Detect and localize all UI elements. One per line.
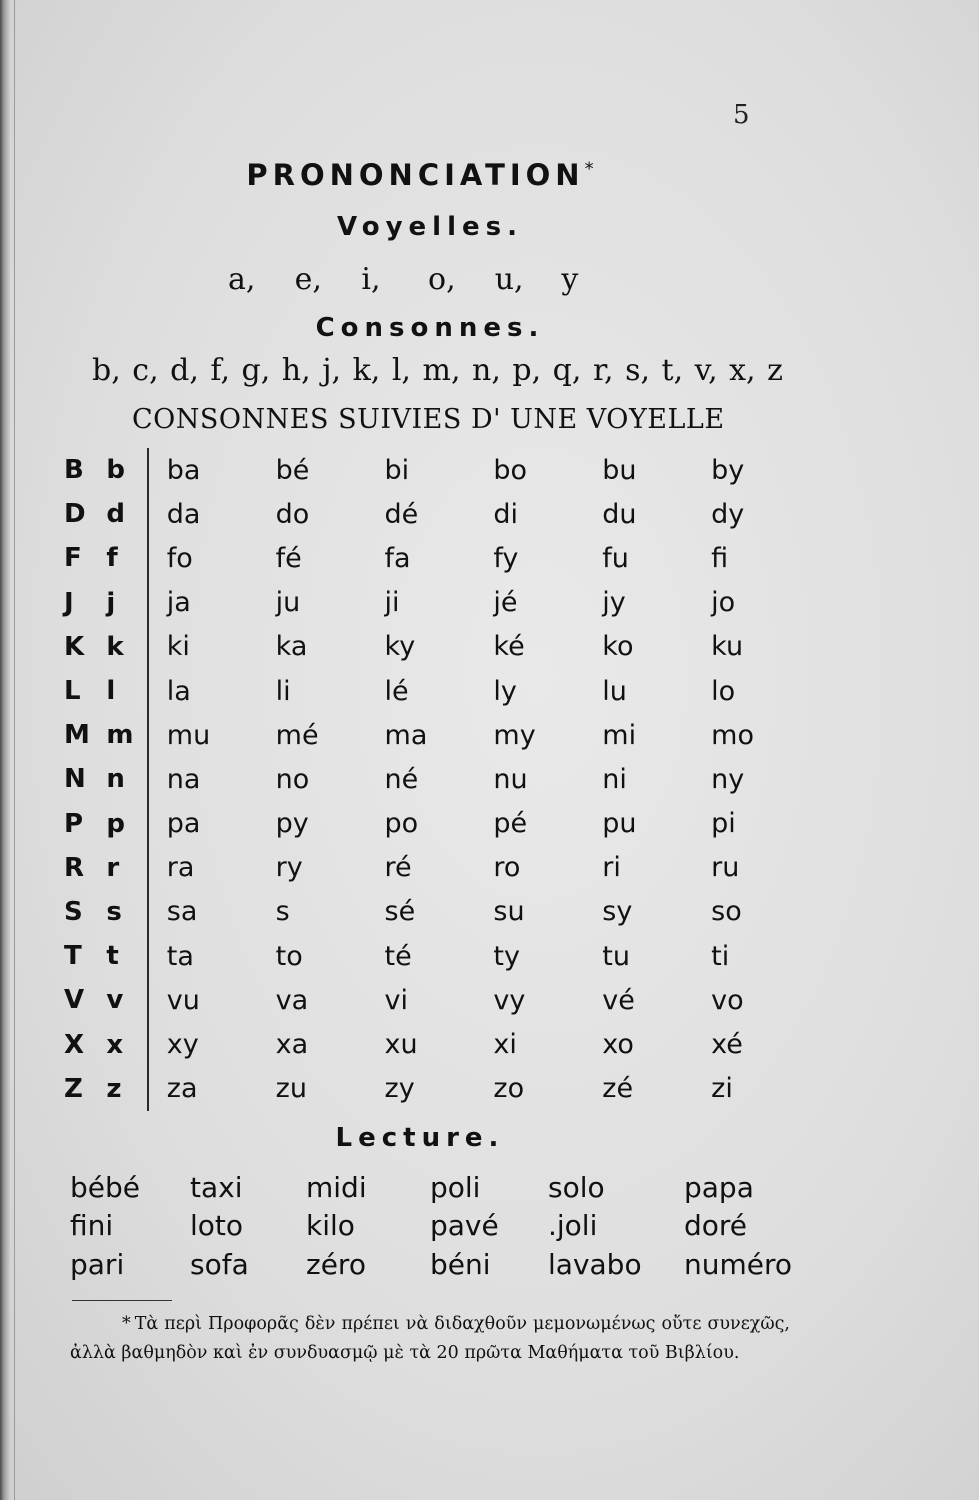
table-row bbox=[60, 757, 820, 801]
reading-word: kilo bbox=[306, 1209, 355, 1243]
table-row bbox=[60, 1022, 820, 1066]
reading-word: midi bbox=[306, 1170, 367, 1204]
column-divider bbox=[147, 536, 149, 580]
syllable-cell: dé bbox=[384, 498, 419, 530]
column-divider bbox=[147, 492, 149, 536]
syllable-table bbox=[60, 448, 820, 1111]
lowercase-letter: t bbox=[106, 941, 119, 972]
column-divider bbox=[147, 757, 149, 801]
syllable-cell: zé bbox=[602, 1073, 634, 1105]
syllable-cell: ji bbox=[384, 587, 400, 619]
consonant-list: b, c, d, f, g, h, j, k, l, m, n, p, q, r, s, t, v, x, z bbox=[92, 353, 783, 388]
syllable-cell: ta bbox=[166, 940, 194, 972]
footnote-text: Τὰ περὶ Προφορᾶς δὲν πρέπει νὰ διδαχθοῦν μεμονωμένως οὔτε συνεχῶς, ἀλλὰ βαθμηδὸν καὶ ἐν συνδυασμῷ μὲ τὰ 20 πρῶτα Μαθήματα τοῦ Βιβλίου. bbox=[70, 1314, 790, 1363]
uppercase-letter: B bbox=[64, 455, 84, 486]
uppercase-letter: R bbox=[64, 852, 85, 883]
syllable-cell: mé bbox=[275, 719, 319, 751]
syllable-cell: vi bbox=[384, 984, 409, 1016]
syllable-cell: no bbox=[275, 763, 310, 795]
uppercase-letter: L bbox=[64, 676, 81, 707]
syllable-cell: zu bbox=[275, 1073, 307, 1105]
syllable-cell: xu bbox=[384, 1029, 418, 1061]
syllable-cell: ma bbox=[384, 719, 428, 751]
syllable-cell: do bbox=[275, 498, 310, 530]
table-row bbox=[60, 492, 820, 536]
syllable-cell: fi bbox=[711, 542, 729, 574]
syllable-cell: mo bbox=[711, 719, 754, 751]
syllable-cell: nu bbox=[493, 763, 528, 795]
syllable-cell: su bbox=[493, 896, 525, 928]
vowel-letter: e, bbox=[294, 262, 322, 297]
uppercase-letter: Z bbox=[64, 1073, 83, 1104]
column-divider bbox=[147, 581, 149, 625]
syllable-cell: dy bbox=[711, 498, 745, 530]
syllable-cell: da bbox=[166, 498, 201, 530]
title-footnote-marker: * bbox=[584, 158, 594, 180]
syllable-cell: fa bbox=[384, 542, 411, 574]
syllable-cell: ké bbox=[493, 631, 525, 663]
syllable-cell: bi bbox=[384, 454, 410, 486]
reading-word: .joli bbox=[548, 1209, 598, 1243]
uppercase-letter: M bbox=[64, 720, 90, 751]
syllable-cell: vo bbox=[711, 984, 744, 1016]
reading-word: loto bbox=[190, 1209, 244, 1243]
vowel-letter: a, bbox=[228, 262, 256, 297]
syllable-cell: né bbox=[384, 763, 419, 795]
column-divider bbox=[147, 934, 149, 978]
syllable-cell: ja bbox=[166, 587, 191, 619]
uppercase-letter: T bbox=[64, 941, 82, 972]
syllable-cell: di bbox=[493, 498, 519, 530]
lowercase-letter: m bbox=[106, 720, 134, 751]
reading-table bbox=[70, 1168, 830, 1284]
syllable-cell: ru bbox=[711, 852, 740, 884]
syllable-cell: jo bbox=[711, 587, 736, 619]
syllable-cell: lu bbox=[602, 675, 627, 707]
syllable-cell: fy bbox=[493, 542, 519, 574]
syllable-cell: pi bbox=[711, 808, 736, 840]
syllable-cell: ly bbox=[493, 675, 517, 707]
syllable-cell: ny bbox=[711, 763, 745, 795]
reading-word: sofa bbox=[190, 1247, 249, 1281]
syllable-cell: du bbox=[602, 498, 637, 530]
reading-word: pari bbox=[70, 1247, 125, 1281]
table-row bbox=[60, 890, 820, 934]
vowel-letter: u, bbox=[494, 262, 524, 297]
syllable-cell: sa bbox=[166, 896, 198, 928]
syllable-cell: ka bbox=[275, 631, 308, 663]
lowercase-letter: b bbox=[106, 455, 126, 486]
table-row bbox=[60, 625, 820, 669]
column-divider bbox=[147, 846, 149, 890]
syllable-cell: lo bbox=[711, 675, 736, 707]
syllable-cell: to bbox=[275, 940, 303, 972]
column-divider bbox=[147, 890, 149, 934]
lowercase-letter: j bbox=[106, 587, 116, 618]
reading-word: lavabo bbox=[548, 1247, 642, 1281]
reading-word: poli bbox=[430, 1170, 481, 1204]
syllable-cell: mu bbox=[166, 719, 211, 751]
footnote-rule bbox=[72, 1300, 172, 1301]
column-divider bbox=[147, 978, 149, 1022]
lowercase-letter: v bbox=[106, 985, 124, 1016]
syllable-cell: xi bbox=[493, 1029, 517, 1061]
syllable-cell: s bbox=[275, 896, 290, 928]
syllable-cell: ré bbox=[384, 852, 412, 884]
syllable-cell: bu bbox=[602, 454, 637, 486]
reading-word: numéro bbox=[684, 1247, 793, 1281]
reading-word: doré bbox=[684, 1209, 748, 1243]
syllable-cell: la bbox=[166, 675, 191, 707]
uppercase-letter: N bbox=[64, 764, 86, 795]
lowercase-letter: d bbox=[106, 499, 126, 530]
syllable-cell: by bbox=[711, 454, 745, 486]
uppercase-letter: D bbox=[64, 499, 86, 530]
vowel-letter: i, bbox=[361, 262, 381, 297]
syllable-cell: ri bbox=[602, 852, 621, 884]
table-row bbox=[60, 846, 820, 890]
syllable-cell: té bbox=[384, 940, 412, 972]
lecture-heading: Lecture. bbox=[335, 1123, 505, 1153]
uppercase-letter: S bbox=[64, 896, 83, 927]
lowercase-letter: s bbox=[106, 896, 122, 927]
syllable-cell: pa bbox=[166, 808, 201, 840]
syllable-cell: xa bbox=[275, 1029, 309, 1061]
reading-row bbox=[70, 1245, 830, 1284]
syllable-cell: pé bbox=[493, 808, 528, 840]
column-divider bbox=[147, 713, 149, 757]
uppercase-letter: P bbox=[64, 808, 84, 839]
syllable-cell: pu bbox=[602, 808, 637, 840]
uppercase-letter: X bbox=[64, 1029, 85, 1060]
page-binding-shadow bbox=[0, 0, 10, 1500]
vowels-heading: Voyelles. bbox=[337, 212, 523, 242]
syllable-cell: li bbox=[275, 675, 291, 707]
reading-word: zéro bbox=[306, 1247, 366, 1281]
page-title bbox=[0, 158, 840, 192]
column-divider bbox=[147, 625, 149, 669]
consonants-heading: Consonnes. bbox=[315, 313, 545, 343]
syllable-cell: xy bbox=[166, 1029, 199, 1061]
syllable-cell: ro bbox=[493, 852, 521, 884]
syllable-cell: ty bbox=[493, 940, 520, 972]
footnote-marker: * bbox=[122, 1314, 131, 1334]
syllable-cell: ku bbox=[711, 631, 744, 663]
column-divider bbox=[147, 802, 149, 846]
column-divider bbox=[147, 669, 149, 713]
reading-word: solo bbox=[548, 1170, 605, 1204]
syllable-cell: ba bbox=[166, 454, 201, 486]
lowercase-letter: l bbox=[106, 676, 116, 707]
syllable-cell: zi bbox=[711, 1073, 733, 1105]
syllable-cell: bo bbox=[493, 454, 528, 486]
table-row bbox=[60, 713, 820, 757]
syllable-cell: zy bbox=[384, 1073, 415, 1105]
title-text: PRONONCIATION bbox=[246, 158, 585, 192]
syllable-cell: ko bbox=[602, 631, 634, 663]
syllable-cell: xo bbox=[602, 1029, 634, 1061]
lowercase-letter: n bbox=[106, 764, 125, 795]
column-divider bbox=[147, 1022, 149, 1066]
column-divider bbox=[147, 1067, 149, 1111]
syllable-cell: xé bbox=[711, 1029, 743, 1061]
uppercase-letter: V bbox=[64, 985, 85, 1016]
syllable-cell: po bbox=[384, 808, 419, 840]
syllable-cell: jé bbox=[493, 587, 518, 619]
uppercase-letter: F bbox=[64, 543, 82, 574]
vowel-list bbox=[228, 262, 628, 297]
syllable-cell: zo bbox=[493, 1073, 525, 1105]
lowercase-letter: r bbox=[106, 852, 120, 883]
syllable-cell: va bbox=[275, 984, 309, 1016]
reading-word: taxi bbox=[190, 1170, 243, 1204]
table-row bbox=[60, 536, 820, 580]
syllable-cell: lé bbox=[384, 675, 409, 707]
vowel-letter: y bbox=[561, 262, 579, 297]
syllable-cell: bé bbox=[275, 454, 310, 486]
syllables-heading: CONSONNES SUIVIES D' UNE VOYELLE bbox=[132, 404, 725, 435]
column-divider bbox=[147, 448, 149, 492]
syllable-cell: mi bbox=[602, 719, 637, 751]
table-row bbox=[60, 934, 820, 978]
syllable-cell: ti bbox=[711, 940, 730, 972]
table-row bbox=[60, 802, 820, 846]
syllable-cell: tu bbox=[602, 940, 630, 972]
syllable-cell: ry bbox=[275, 852, 303, 884]
reading-word: papa bbox=[684, 1170, 754, 1204]
syllable-cell: fo bbox=[166, 542, 193, 574]
syllable-cell: fé bbox=[275, 542, 302, 574]
lowercase-letter: z bbox=[106, 1073, 122, 1104]
footnote bbox=[70, 1310, 790, 1368]
reading-row bbox=[70, 1207, 830, 1246]
syllable-cell: py bbox=[275, 808, 309, 840]
syllable-cell: sy bbox=[602, 896, 633, 928]
lowercase-letter: p bbox=[106, 808, 126, 839]
syllable-cell: vé bbox=[602, 984, 635, 1016]
syllable-cell: za bbox=[166, 1073, 198, 1105]
reading-word: bébé bbox=[70, 1170, 140, 1204]
syllable-cell: vu bbox=[166, 984, 200, 1016]
uppercase-letter: J bbox=[64, 587, 74, 618]
table-row bbox=[60, 448, 820, 492]
lowercase-letter: f bbox=[106, 543, 118, 574]
lowercase-letter: k bbox=[106, 631, 124, 662]
reading-word: béni bbox=[430, 1247, 491, 1281]
table-row bbox=[60, 581, 820, 625]
reading-row bbox=[70, 1168, 830, 1207]
syllable-cell: ju bbox=[275, 587, 301, 619]
syllable-cell: so bbox=[711, 896, 742, 928]
table-row bbox=[60, 1067, 820, 1111]
lowercase-letter: x bbox=[106, 1029, 124, 1060]
reading-word: pavé bbox=[430, 1209, 499, 1243]
syllable-cell: jy bbox=[602, 587, 626, 619]
syllable-cell: ki bbox=[166, 631, 190, 663]
syllable-cell: my bbox=[493, 719, 536, 751]
table-row bbox=[60, 669, 820, 713]
reading-word: fini bbox=[70, 1209, 114, 1243]
syllable-cell: vy bbox=[493, 984, 526, 1016]
syllable-cell: ni bbox=[602, 763, 627, 795]
syllable-cell: ra bbox=[166, 852, 195, 884]
vowel-letter: o, bbox=[428, 262, 456, 297]
table-row bbox=[60, 978, 820, 1022]
uppercase-letter: K bbox=[64, 631, 85, 662]
syllable-cell: sé bbox=[384, 896, 416, 928]
syllable-cell: na bbox=[166, 763, 201, 795]
page-number: 5 bbox=[733, 100, 750, 130]
syllable-cell: ky bbox=[384, 631, 416, 663]
syllable-cell: fu bbox=[602, 542, 629, 574]
